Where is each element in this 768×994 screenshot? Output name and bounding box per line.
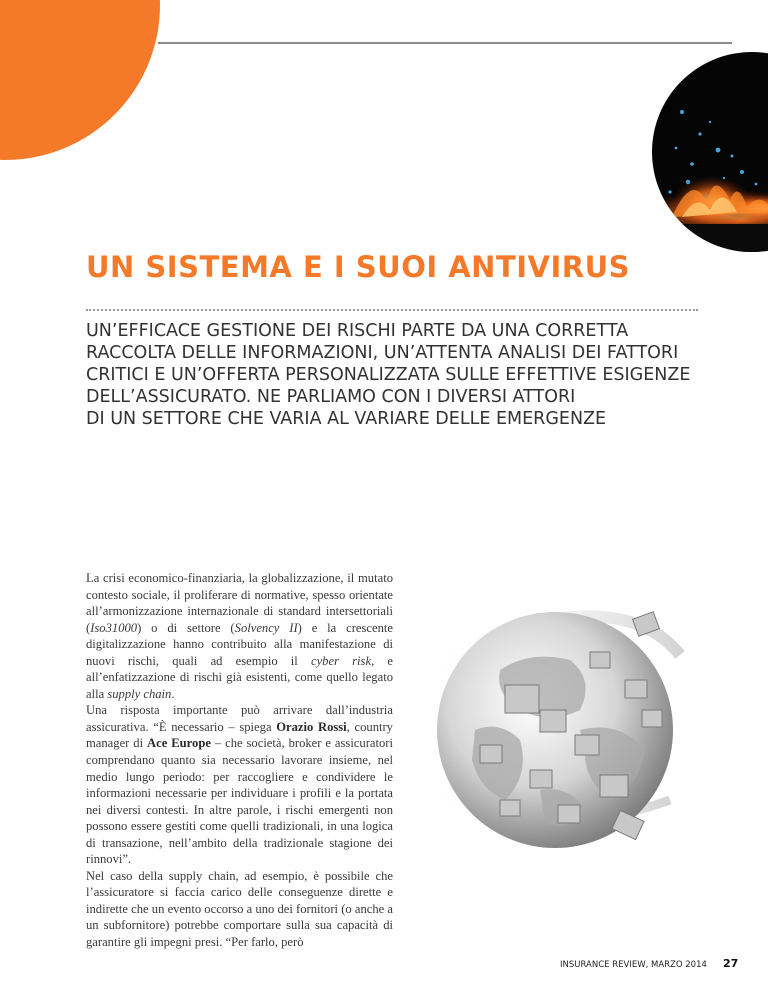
italic-term: Solvency II [234,620,298,635]
article-title: UN SISTEMA E I SUOI ANTIVIRUS [86,250,631,284]
body-text: , e all’enfatizzazione di rischi già esistenti, come quello legato alla [86,653,393,701]
italic-term: cyber risk [311,653,372,668]
body-paragraph: Nel caso della supply chain, ad esempio, è possibile che l’assicuratore si faccia carico delle conseguenze dirette e indirette che un evento occorso a uno dei fornitori (o anche a un subfornitore) potrebbe comportare sulla sua capacità di garantire gli impegni presi. “Per farlo, però [86,868,393,950]
body-paragraph [86,570,393,702]
subtitle-line: CRITICI E UN’OFFERTA PERSONALIZZATA SULLE EFFETTIVE ESIGENZE [86,365,691,385]
article-body [86,570,393,951]
body-text: , country manager di [86,719,393,751]
body-paragraph [86,702,393,867]
subtitle-line: UN’EFFICACE GESTIONE DEI RISCHI PARTE DA UNA CORRETTA [86,321,629,341]
person-name: Orazio Rossi [276,719,347,734]
italic-term: Iso31000 [90,620,138,635]
subtitle-line: RACCOLTA DELLE INFORMAZIONI, UN’ATTENTA ANALISI DEI FATTORI [86,343,679,363]
body-text: La crisi economico-finanziaria, la globalizzazione, il mutato contesto sociale, il proliferare di normative, spesso orientate all’armonizzazione internazionale di standard intersettoriali ( [86,571,393,635]
header-rule [158,42,732,44]
subtitle-line: DI UN SETTORE CHE VARIA AL VARIARE DELLE EMERGENZE [86,409,607,429]
company-name: Ace Europe [147,736,211,751]
globe-with-boxes-illustration [380,560,730,870]
footer-publication: INSURANCE REVIEW, MARZO 2014 [560,960,707,970]
italic-term: supply chain [107,686,172,701]
page-number: 27 [723,957,739,970]
orange-decorative-circle [0,0,160,160]
body-text: ) o di settore ( [137,620,235,635]
fire-splash-image [652,52,768,252]
body-text: ) e la crescente digitalizzazione hanno contribuito alla manifestazione di nuovi rischi, quali ad esempio il [86,620,393,668]
body-text: Una risposta importante può arrivare dall’industria assicurativa. “È necessario – spiega [86,703,393,734]
title-divider [86,309,698,311]
body-text: – che società, broker e assicuratori comprendano quanto sia necessario lavorare insieme, nel medio lungo periodo: per raccogliere e condividere le informazioni necessarie per individuare i profili e la portata nei diversi contesti. In altre parole, i rischi emergenti non possono essere gestiti come quelli tradizionali, in una logica di transazione, nell’ambito della tradizionale stagione dei rinnovi”. [86,736,393,867]
body-text: . [171,686,175,701]
subtitle-line: DELL’ASSICURATO. NE PARLIAMO CON I DIVERSI ATTORI [86,387,576,407]
article-subtitle [86,320,726,430]
